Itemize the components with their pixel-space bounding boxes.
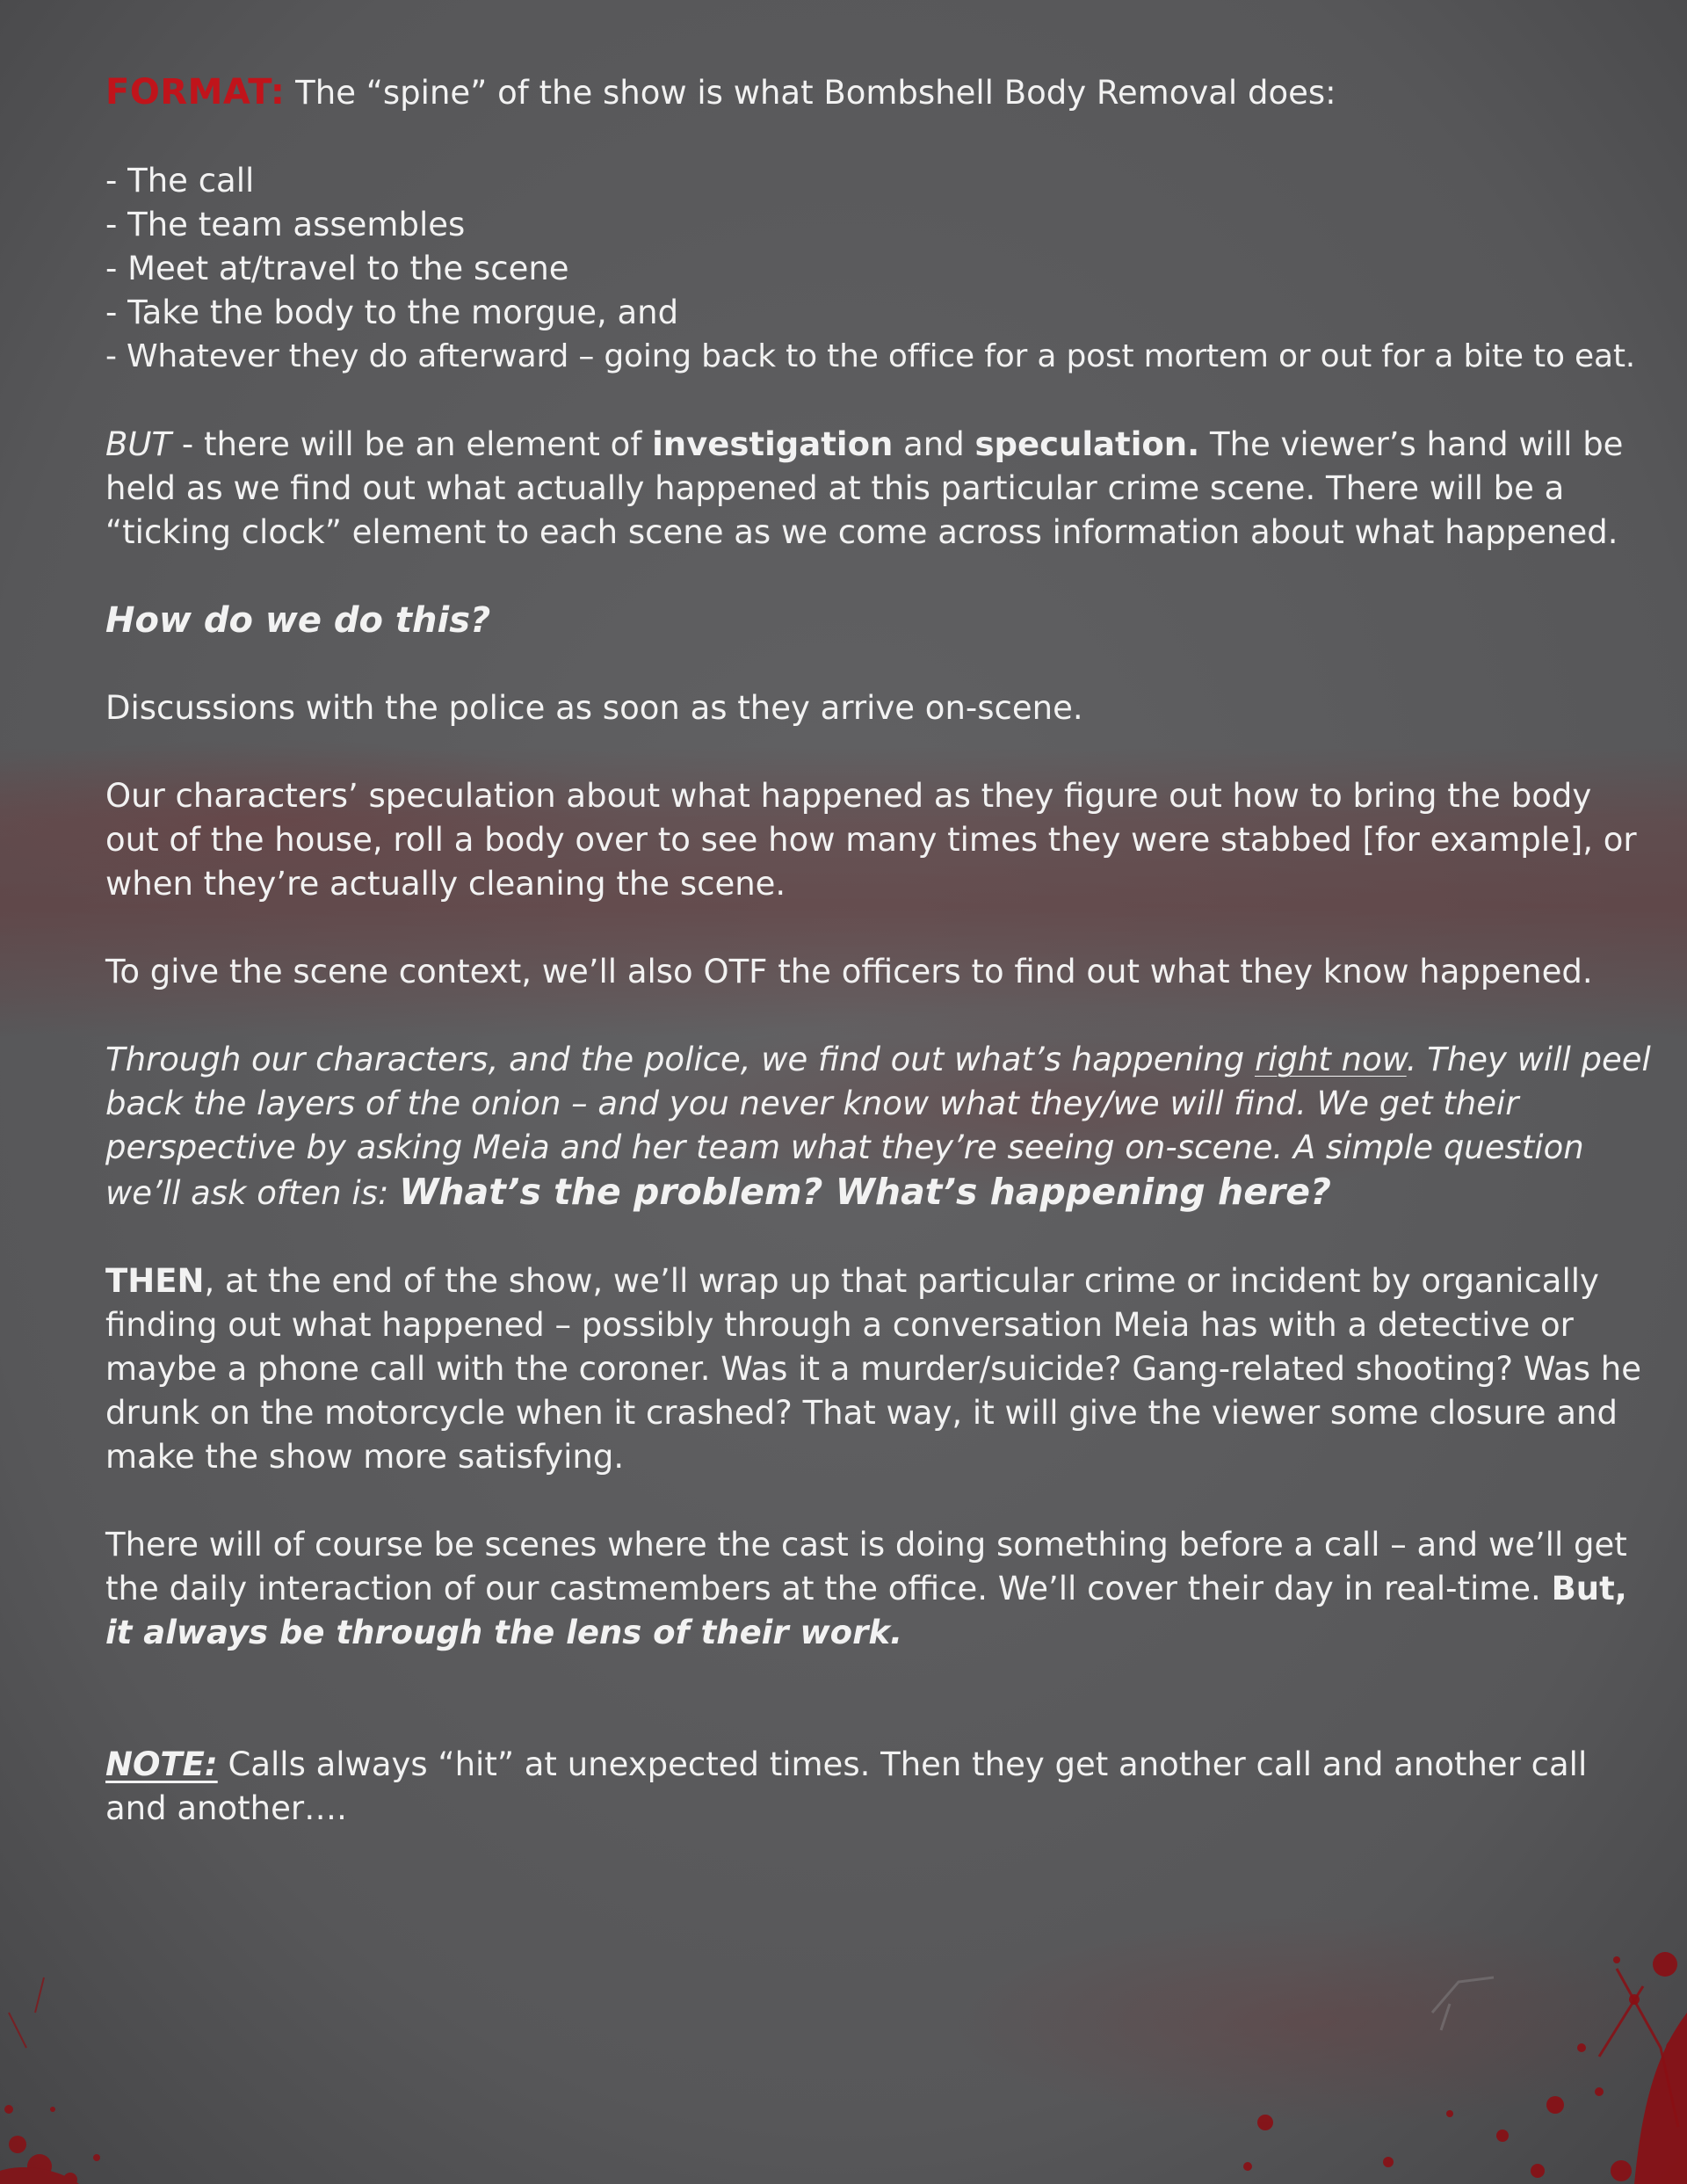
list-item: - Whatever they do afterward – going back to the office for a post mortem or out for a bite to eat.	[105, 338, 1635, 374]
but-text-1: - there will be an element of	[171, 425, 653, 463]
right-now-underlined: right now	[1254, 1041, 1407, 1078]
but-lead: BUT	[105, 425, 172, 463]
daily-paragraph	[105, 1523, 1652, 1655]
format-intro: The “spine” of the show is what Bombshell Body Removal does:	[285, 74, 1336, 112]
format-label: FORMAT:	[105, 72, 286, 112]
but-paragraph	[105, 423, 1652, 555]
key-question: What’s the problem? What’s happening here?	[399, 1171, 1331, 1213]
daily-bold: But,	[1551, 1570, 1627, 1607]
but-text-2: and	[893, 425, 975, 463]
investigation-bold: investigation	[652, 425, 894, 463]
daily-text: There will of course be scenes where the cast is doing something before a call – and we’ll get the daily interaction of our castmembers at the office. We’ll cover their day in real-time.	[105, 1526, 1627, 1607]
list-item: - Take the body to the morgue, and	[105, 294, 679, 331]
italic-paragraph	[105, 1038, 1652, 1215]
police-paragraph: Discussions with the police as soon as they arrive on-scene.	[105, 689, 1083, 727]
daily-bold-italic: it always be through the lens of their work.	[105, 1614, 903, 1651]
but-text-3: The viewer’s hand will be held as we find out what actually happened at this particular crime scene. There will be a “ticking clock” element to each scene as we come across information about what happened.	[105, 425, 1624, 551]
format-paragraph	[105, 70, 1652, 115]
note-text: Calls always “hit” at unexpected times. Then they get another call and another call and another….	[105, 1745, 1588, 1827]
note-label: NOTE:	[105, 1745, 218, 1783]
speculation-paragraph: Our characters’ speculation about what happened as they figure out how to bring the body out of the house, roll a body over to see how many times they were stabbed [for example], or when they’re actually cleaning the scene.	[105, 777, 1637, 903]
how-heading: How do we do this?	[105, 600, 491, 641]
list-item: - Meet at/travel to the scene	[105, 250, 569, 287]
document-page	[105, 70, 1652, 1831]
list-item: - The team assembles	[105, 206, 466, 243]
italic-part-2: . They will peel back the layers of the onion – and you never know what they/we will find. We get their perspective by asking Meia and her team what they’re seeing on-scene. A simple question we’ll ask often is:	[105, 1041, 1651, 1212]
context-paragraph: To give the scene context, we’ll also OTF the officers to find out what they know happened.	[105, 953, 1593, 990]
spine-list	[105, 159, 1652, 379]
then-text: , at the end of the show, we’ll wrap up that particular crime or incident by organically finding out what happened – possibly through a conversation Meia has with a detective or maybe a phone call with the coroner. Was it a murder/suicide? Gang-related shooting? Was he drunk on the motorcycle when it crashed? That way, it will give the viewer some closure and make the show more satisfying.	[105, 1262, 1641, 1476]
list-item: - The call	[105, 162, 255, 200]
italic-part-1: Through our characters, and the police, we find out what’s happening	[105, 1041, 1255, 1078]
then-paragraph	[105, 1259, 1652, 1479]
note-paragraph	[105, 1743, 1652, 1831]
speculation-bold: speculation.	[974, 425, 1200, 463]
then-lead: THEN	[105, 1262, 205, 1300]
